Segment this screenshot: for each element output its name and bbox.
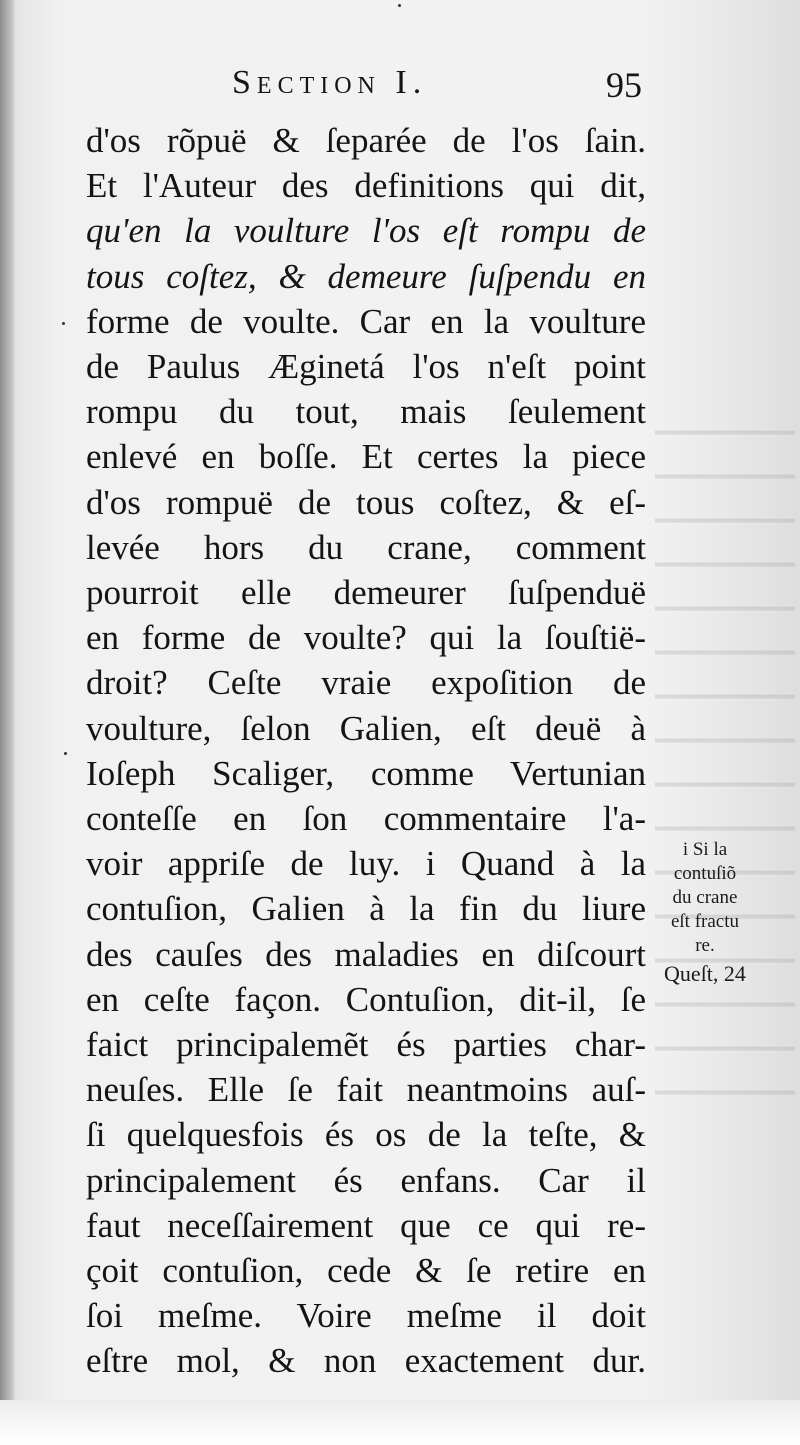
text-line: enlevé en boſſe. Et certes la piece [86,437,646,477]
margin-note-line: re. [695,935,715,956]
margin-note-question: Queſt, 24 [664,961,746,986]
text-line: d'os rõpuë & ſeparée de l'os ſain. [86,121,646,160]
text-line: pourroit elle demeurer ſuſpenduë [86,573,646,613]
text-line: en forme de voulte? qui la ſouſtië- [86,618,646,658]
page-header [92,64,642,114]
text-line: qu'en la voulture l'os eſt rompu de [86,211,646,251]
text-line: principalement és enfans. Car il [86,1160,646,1200]
text-line: contuſion, Galien à la fin du liure [86,889,646,929]
margin-note-line: i Si la [682,839,728,860]
ink-speck [64,752,67,755]
show-through-bleed [655,400,795,1100]
text-line: faut neceſſairement que ce qui re- [86,1205,646,1245]
margin-note-line: du crane [672,887,738,908]
margin-note [646,838,764,986]
page-bottom-edge [0,1400,800,1445]
page-number: 95 [606,65,642,105]
text-line: Et l'Auteur des definitions qui dit, [86,166,646,206]
margin-note-line: eſt fractu [670,911,740,932]
text-line: çoit contuſion, cede & ſe retire en [86,1251,646,1291]
text-line: voulture, ſelon Galien, eſt deuë à [86,708,646,748]
text-line: des cauſes des maladies en diſcourt [86,934,646,974]
text-line: en ceſte façon. Contuſion, dit-il, ſe [86,979,646,1019]
text-line: ſi quelquesfois és os de la teſte, & [86,1115,646,1155]
margin-note-line: contuſiõ [673,863,737,884]
text-line: ſoi meſme. Voire meſme il doit [86,1296,646,1336]
text-line: faict principalemẽt és parties char- [86,1025,646,1065]
running-head: Section I. [232,64,428,101]
text-line: voir appriſe de luy. i Quand à la [86,844,646,884]
text-line: de Paulus Æginetá l'os n'eſt point [86,347,646,387]
text-line: droit? Ceſte vraie expoſition de [86,663,646,703]
text-line: neuſes. Elle ſe fait neantmoins auſ- [86,1070,646,1110]
text-line: Ioſeph Scaliger, comme Vertunian [86,753,646,793]
text-line: eſtre mol, & non exactement dur. [86,1341,646,1381]
page-gutter-shadow [0,0,14,1445]
text-line: levée hors du crane, comment [86,527,646,567]
text-line: conteſſe en ſon commentaire l'a- [86,799,646,839]
text-line: rompu du tout, mais ſeulement [86,392,646,432]
text-line: tous coſtez, & demeure ſuſpendu en [86,256,646,296]
body-text [86,118,646,1384]
text-line: forme de voulte. Car en la voulture [86,301,646,341]
ink-speck [62,322,65,325]
ink-speck [398,4,401,7]
text-line: d'os rompuë de tous coſtez, & eſ- [86,482,646,522]
